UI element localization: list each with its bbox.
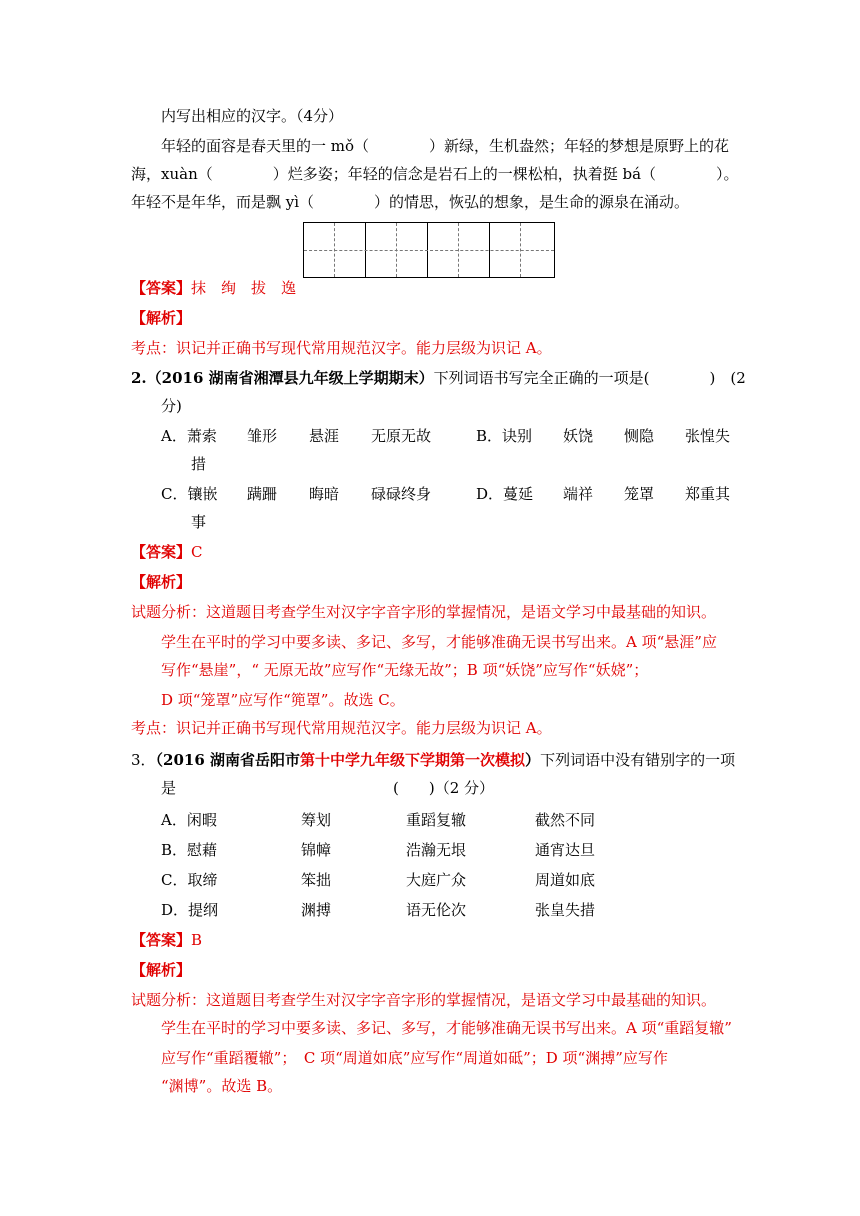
q2-option-a-3: 悬涯 [309, 427, 340, 445]
q3-option-d-3: 语无伦次 [406, 901, 467, 919]
q2-stem-text: 下列词语书写完全正确的一项是( ) (2 [433, 369, 746, 387]
q1-passage-line-3: 年轻不是年华，而是飘 yì（ ）的情思，恢弘的想象，是生命的源泉在涌动。 [131, 193, 690, 211]
q1-passage-line-2: 海，xuàn（ ）烂多姿；年轻的信念是岩石上的一棵松柏，执着挺 bá（ ）。 [131, 165, 739, 183]
q2-source: （2016 湖南省湘潭县九年级上学期期末） [146, 369, 434, 387]
q3-analysis-line-1: 试题分析：这道题目考查学生对汉字字音字形的掌握情况，是语文学习中最基础的知识。 [131, 991, 717, 1009]
q2-option-b-4: 张惶失 [685, 427, 731, 445]
q2-option-c-3: 晦暗 [309, 485, 340, 503]
q2-option-c-1: C．镶嵌 [161, 485, 218, 503]
q3-source-pre: （2016 湖南省岳阳市 [155, 751, 301, 769]
q3-analysis-line-2: 学生在平时的学习中要多读、多记、多写，才能够准确无误书写出来。A 项“重蹈复辙” [161, 1019, 732, 1037]
q2-stem-cont: 分) [161, 397, 182, 415]
q2-option-a-4: 无原无故 [371, 427, 432, 445]
q1-passage-line-1: 年轻的面容是春天里的一 mǒ（ ）新绿，生机盎然；年轻的梦想是原野上的花 [161, 137, 730, 155]
q3-option-c-1: C．取缔 [161, 871, 218, 889]
q3-analysis-line-4: “渊博”。故选 B。 [161, 1077, 283, 1095]
q3-option-c-2: 笨拙 [301, 871, 332, 889]
q2-analysis-line-4: D 项“笼罩”应写作“篼罩”。故选 C。 [161, 691, 405, 709]
answer-tag: 【答案】 [131, 543, 192, 561]
q3-option-c-3: 大庭广众 [406, 871, 467, 889]
q2-option-b-3: 恻隐 [624, 427, 655, 445]
q2-analysis-line-3: 写作“悬崖”，“ 无原无故”应写作“无缘无故”；B 项“妖饶”应写作“妖娆”； [161, 661, 649, 679]
q3-option-c-4: 周道如底 [535, 871, 596, 889]
q2-option-c-2: 蹒跚 [247, 485, 278, 503]
answer-grid [303, 222, 555, 278]
q2-option-d-3: 笼罩 [624, 485, 655, 503]
q2-option-d-2: 端祥 [563, 485, 594, 503]
q2-option-b-2: 妖饶 [563, 427, 594, 445]
q3-option-b-2: 锦幛 [301, 841, 332, 859]
q1-analysis-tag: 【解析】 [131, 309, 192, 327]
q2-kaodian: 考点：识记并正确书写现代常用规范汉字。能力层级为识记 A。 [131, 719, 552, 737]
q3-option-b-3: 浩瀚无垠 [406, 841, 467, 859]
q2-option-c-4: 碌碌终身 [371, 485, 432, 503]
q2-option-a-1: A．萧索 [161, 427, 217, 445]
q2-analysis-line-2: 学生在平时的学习中要多读、多记、多写，才能够准确无误书写出来。A 项“悬涯”应 [161, 633, 717, 651]
q3-option-d-1: D．提纲 [161, 901, 219, 919]
q2-stem [131, 368, 746, 388]
q3-analysis-line-3: 应写作“重蹈覆辙”； C 项“周道如底”应写作“周道如砥”；D 项“渊搏”应写作 [161, 1049, 668, 1067]
q3-option-a-4: 截然不同 [535, 811, 596, 829]
q3-option-a-2: 筹划 [301, 811, 332, 829]
answer-tag: 【答案】 [131, 931, 192, 949]
answer-text: C [191, 543, 203, 561]
q3-number: 3． [131, 751, 156, 769]
q2-option-a-2: 雏形 [247, 427, 278, 445]
q3-answer [131, 930, 202, 950]
q3-option-b-1: B．慰藉 [161, 841, 218, 859]
q2-option-b-1: B．诀别 [476, 427, 533, 445]
q2-option-d-1: D．蔓延 [476, 485, 534, 503]
q3-stem-cont-a: 是 [161, 779, 177, 797]
q2-answer [131, 542, 203, 562]
q1-instruction-tail: 内写出相应的汉字。（4分） [161, 107, 344, 125]
q3-stem-text: 下列词语中没有错别字的一项 [540, 751, 736, 769]
q1-kaodian: 考点：识记并正确书写现代常用规范汉字。能力层级为识记 A。 [131, 339, 552, 357]
q2-number: 2. [131, 369, 147, 387]
answer-text: 抹 绚 拔 逸 [191, 279, 297, 297]
q3-source-red: 第十中学九年级下学期第一次模拟 [300, 751, 526, 769]
q3-stem [131, 750, 735, 770]
q3-option-a-1: A．闲暇 [161, 811, 217, 829]
q3-option-b-4: 通宵达旦 [535, 841, 596, 859]
q3-source-post: ） [525, 751, 541, 769]
q2-option-d-4: 郑重其 [685, 485, 731, 503]
q2-option-d-wrap: 事 [191, 513, 207, 531]
q2-analysis-line-1: 试题分析：这道题目考查学生对汉字字音字形的掌握情况，是语文学习中最基础的知识。 [131, 603, 717, 621]
answer-text: B [191, 931, 203, 949]
q3-option-a-3: 重蹈复辙 [406, 811, 467, 829]
q3-option-d-4: 张皇失措 [535, 901, 596, 919]
q3-stem-cont-b: ( )（2 分） [393, 779, 495, 797]
q2-analysis-tag: 【解析】 [131, 573, 192, 591]
q3-analysis-tag: 【解析】 [131, 961, 192, 979]
q3-option-d-2: 渊搏 [301, 901, 332, 919]
answer-tag: 【答案】 [131, 279, 192, 297]
q1-answer [131, 278, 296, 298]
q2-option-b-wrap: 措 [191, 455, 207, 473]
